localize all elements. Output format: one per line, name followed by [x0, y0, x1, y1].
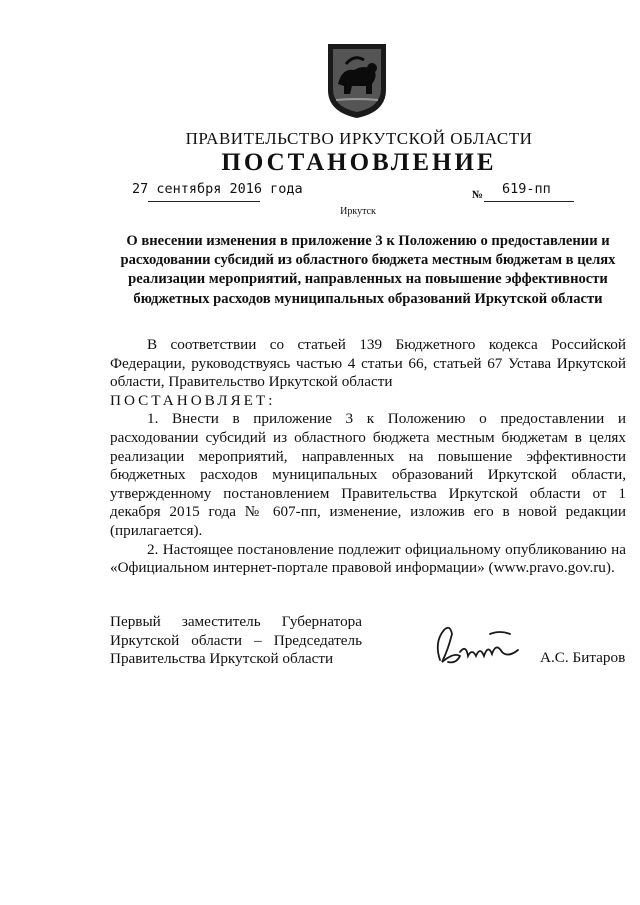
position-line-1: Первый заместитель Губернатора	[110, 613, 362, 630]
number-sign: №	[472, 189, 484, 201]
handwritten-signature	[430, 622, 526, 668]
document-heading: О внесении изменения в приложение 3 к Положению о предоставлении и расходовании субсидий из областного бюджета местным бюджетам в целях реализации мероприятий, направленных на повышение эффективности бюджетных расходов муниципальных образований Иркутской области	[120, 233, 616, 307]
preamble: В соответствии со статьей 139 Бюджетного кодекса Российской Федерации, руководствуясь частью 4 статьи 66, статьей 67 Устава Иркутской области, Правительство Иркутской области	[110, 336, 626, 391]
signer-name: А.С. Битаров	[540, 649, 626, 666]
signer-position	[110, 613, 362, 669]
decree-word: ПОСТАНОВЛЯЕТ:	[110, 391, 276, 409]
document-date: 27 сентября 2016 года	[132, 181, 303, 197]
document-type: ПОСТАНОВЛЕНИЕ	[221, 149, 497, 176]
date-underline	[148, 201, 260, 202]
coat-of-arms-icon	[324, 40, 390, 120]
item-2: 2. Настоящее постановление подлежит официальному опубликованию на «Официальном интернет-портале правовой информации» (www.pravo.gov.ru).	[110, 540, 626, 577]
position-line-3: Правительства Иркутской области	[110, 650, 334, 668]
item-1: 1. Внести в приложение 3 к Положению о предоставлении и расходовании субсидий из областного бюджета местным бюджетам в целях реализации мероприятий, направленных на повышение эффективности бюджетных расходов муниципальных образований Иркутской области, утвержденному постановлением Правительства Иркутской области от 1 декабря 2015 года № 607-пп, изменение, изложив его в новой редакции (прилагается).	[110, 410, 626, 539]
position-line-2: Иркутской области – Председатель	[110, 631, 362, 649]
city: Иркутск	[340, 206, 376, 217]
government-name: ПРАВИТЕЛЬСТВО ИРКУТСКОЙ ОБЛАСТИ	[185, 129, 533, 148]
document-number: 619-пп	[502, 181, 551, 197]
document-body	[110, 336, 626, 578]
number-underline	[484, 201, 574, 202]
